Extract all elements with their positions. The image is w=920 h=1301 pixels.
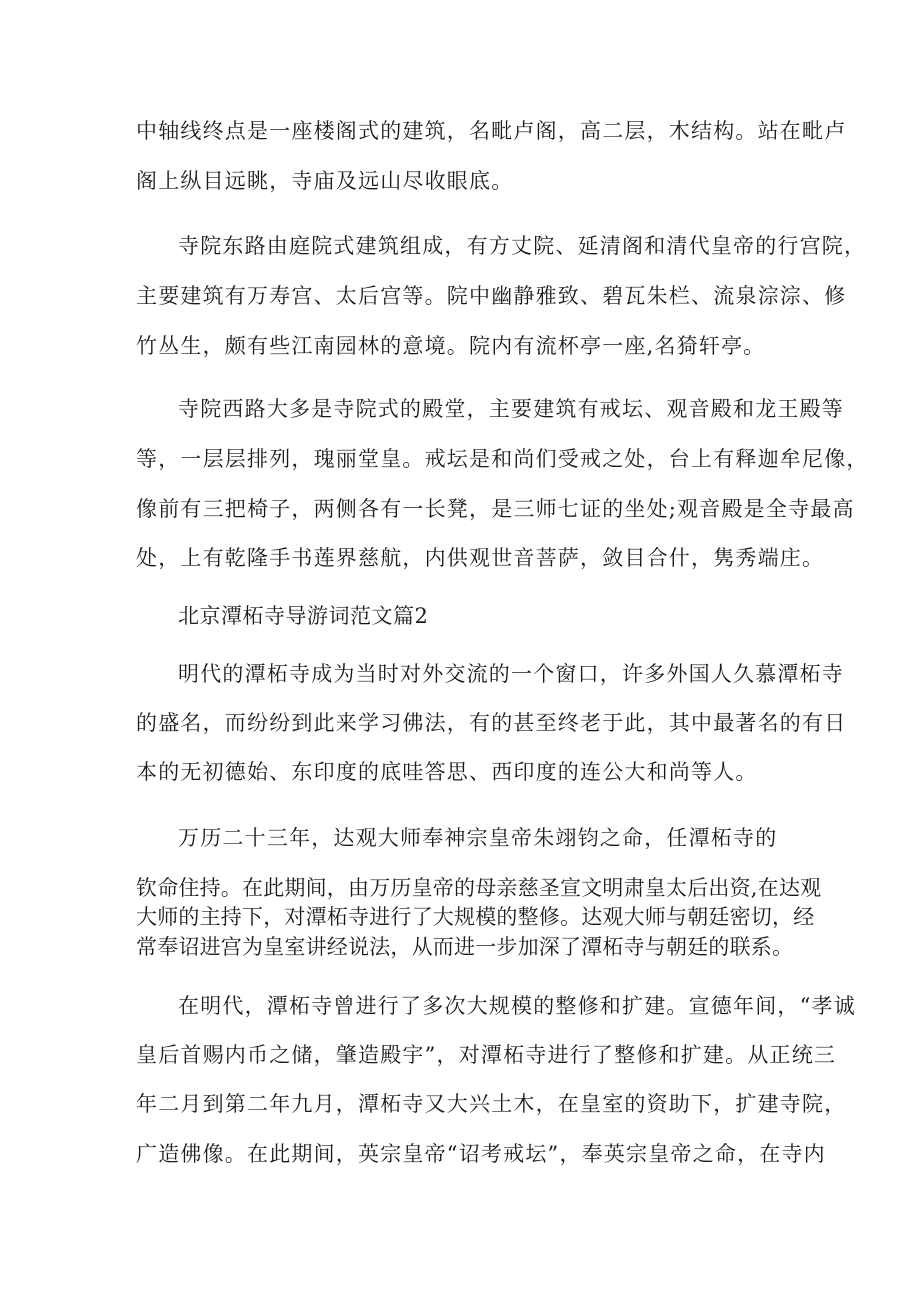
- paragraph-1-line-2: 阁上纵目远眺，寺庙及远山尽收眼底。: [136, 169, 514, 193]
- paragraph-1-line-1: 中轴线终点是一座楼阁式的建筑，名毗卢阁，高二层，木结构。站在毗卢: [136, 119, 847, 143]
- paragraph-7-line-2: 皇后首赐内币之储，肇造殿宇”，对潭柘寺进行了整修和扩建。从正统三: [136, 1043, 837, 1067]
- paragraph-4-line-3: 本的无初德始、东印度的底哇答思、西印度的连公大和尚等人。: [136, 760, 758, 784]
- paragraph-6-line-1: 钦命住持。在此期间，由万历皇帝的母亲慈圣宣文明肃皇太后出资,在达观: [136, 876, 822, 900]
- paragraph-2-line-1: 寺院东路由庭院式建筑组成，有方丈院、延清阁和清代皇帝的行宫院，: [178, 234, 867, 258]
- paragraph-2-line-2: 主要建筑有万寿宫、太后宫等。院中幽静雅致、碧瓦朱栏、流泉淙淙、修: [136, 284, 847, 308]
- section-heading: 北京潭柘寺导游词范文篇2: [178, 604, 429, 628]
- paragraph-2-line-3: 竹丛生，颇有些江南园林的意境。院内有流杯亭一座,名猗轩亭。: [136, 334, 766, 358]
- paragraph-4-line-1: 明代的潭柘寺成为当时对外交流的一个窗口，许多外国人久慕潭柘寺: [178, 662, 844, 686]
- paragraph-3-line-2: 等，一层层排列，瑰丽堂皇。戒坛是和尚们受戒之处，台上有释迦牟尼像，: [136, 447, 869, 471]
- paragraph-7-line-4: 广造佛像。在此期间，英宗皇帝“诏考戒坛”，奉英宗皇帝之命，在寺内: [136, 1142, 826, 1166]
- paragraph-5-line-1: 万历二十三年，达观大师奉神宗皇帝朱翊钧之命，任潭柘寺的: [178, 826, 778, 850]
- paragraph-4-line-2: 的盛名，而纷纷到此来学习佛法，有的甚至终老于此，其中最著名的有日: [136, 711, 847, 735]
- paragraph-3-line-1: 寺院西路大多是寺院式的殿堂，主要建筑有戒坛、观音殿和龙王殿等: [178, 397, 844, 421]
- paragraph-7-line-1: 在明代，潭柘寺曾进行了多次大规模的整修和扩建。宣德年间，“孝诚: [178, 994, 856, 1018]
- paragraph-6-line-3: 常奉诏进宫为皇室讲经说法，从而进一步加深了潭柘寺与朝廷的联系。: [136, 935, 794, 959]
- paragraph-7-line-3: 年二月到第二年九月，潭柘寺又大兴土木，在皇室的资助下，扩建寺院，: [136, 1092, 847, 1116]
- paragraph-6-line-2: 大师的主持下，对潭柘寺进行了大规模的整修。达观大师与朝廷密切，经: [136, 905, 815, 929]
- paragraph-3-line-3: 像前有三把椅子，两侧各有一长凳，是三师七证的坐处;观音殿是全寺最高: [136, 497, 855, 521]
- paragraph-3-line-4: 处，上有乾隆手书莲界慈航，内供观世音菩萨，敛目合什，隽秀端庄。: [136, 546, 825, 570]
